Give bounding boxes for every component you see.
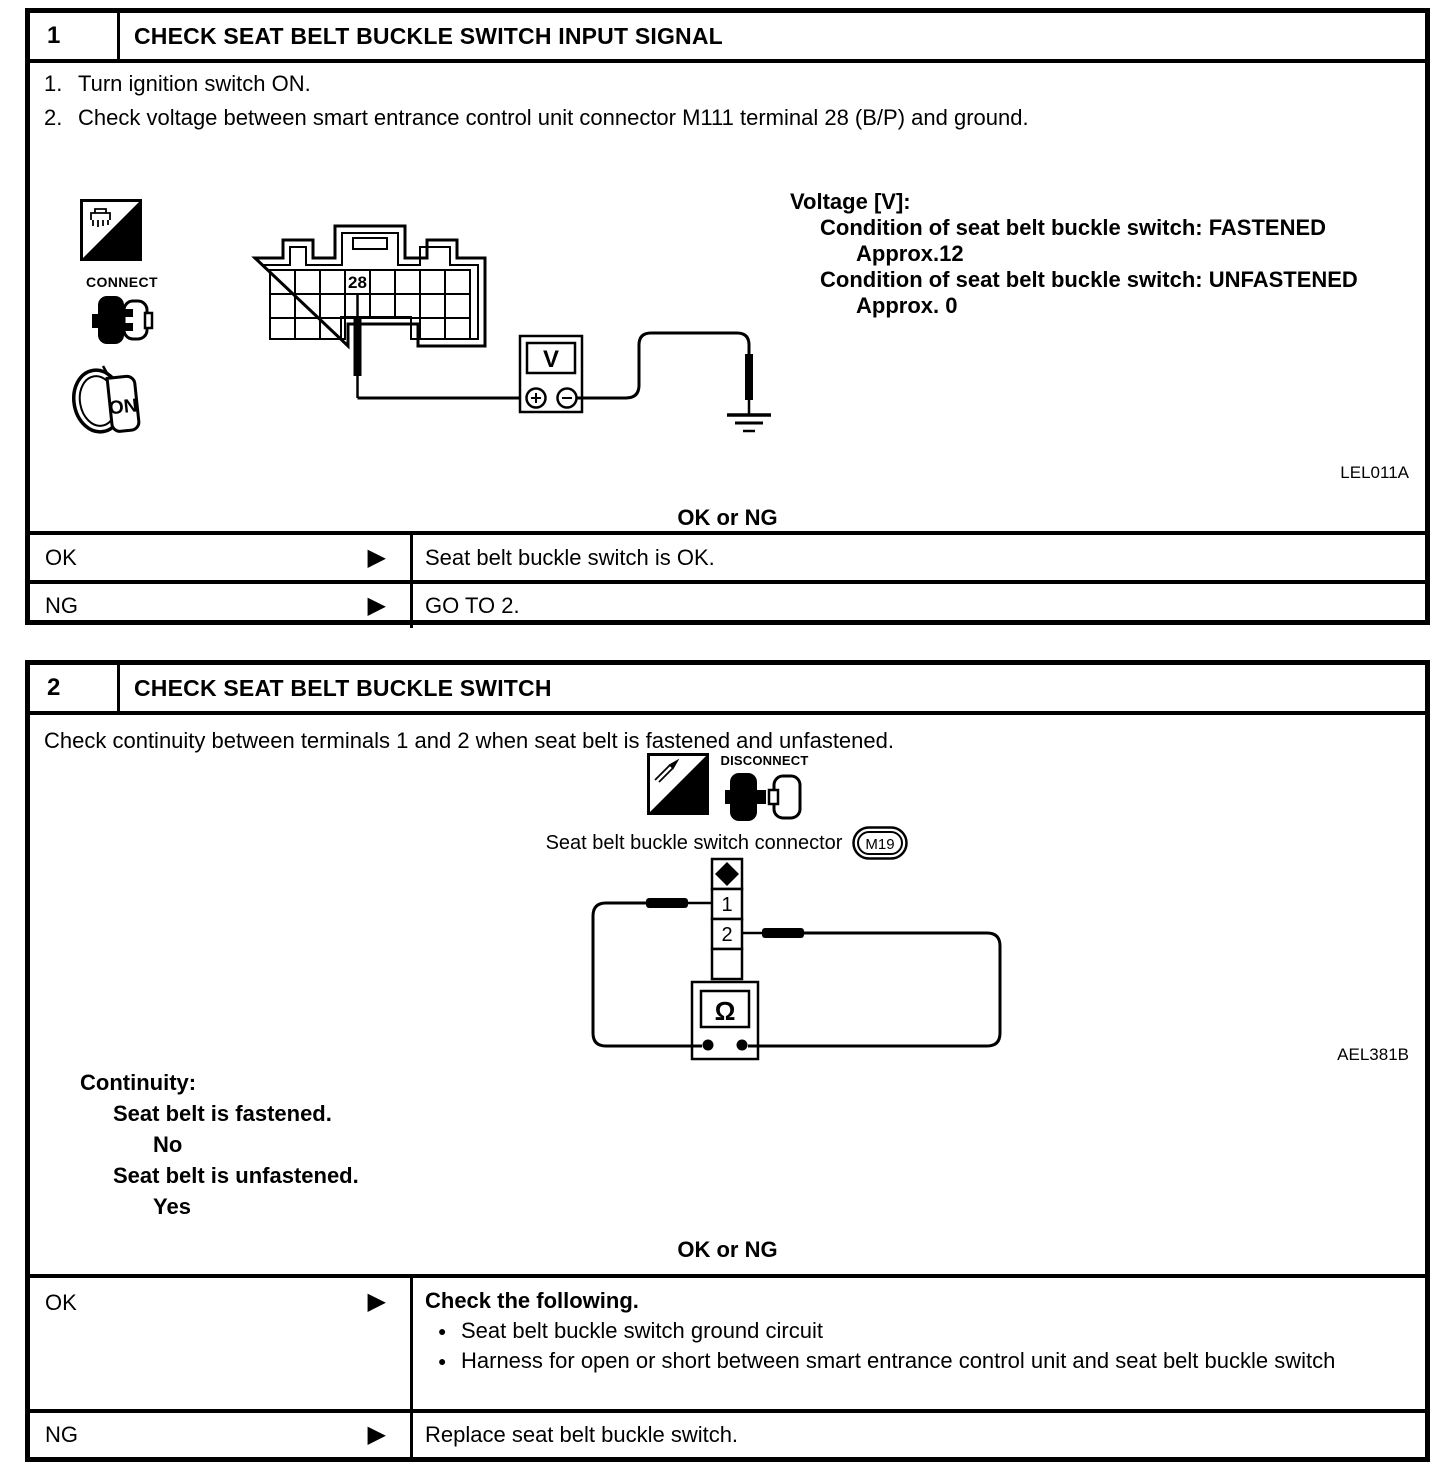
connect-icon xyxy=(76,274,168,348)
terminal-1-label: 1 xyxy=(721,894,733,916)
step2-title: CHECK SEAT BELT BUCKLE SWITCH xyxy=(134,674,552,701)
step1-body xyxy=(30,71,1425,531)
ground-probe xyxy=(745,354,753,400)
action-text: Replace seat belt buckle switch. xyxy=(425,1422,739,1447)
action-cell xyxy=(413,1278,1425,1409)
instruction-number: 1. xyxy=(44,71,63,96)
action-text: GO TO 2. xyxy=(425,593,520,618)
figure-code: LEL011A xyxy=(1340,463,1409,482)
step1-result-row-ng xyxy=(30,580,1425,628)
decision-label: OK or NG xyxy=(677,505,778,530)
action-heading: Check the following. xyxy=(425,1288,639,1313)
figure-code: AEL381B xyxy=(1337,1045,1409,1064)
step2-result-row-ok xyxy=(30,1274,1425,1409)
action-bullet-item: ● Seat belt buckle switch ground circuit xyxy=(425,1316,1415,1346)
continuity-heading: Continuity: xyxy=(80,1070,197,1095)
ohmmeter-label: Ω xyxy=(714,996,736,1026)
ignition-on-icon xyxy=(70,361,154,439)
action-text: Seat belt buckle switch is OK. xyxy=(425,544,715,570)
hs-icon-label: H.S. xyxy=(103,240,137,259)
voltage-spec-line: Condition of seat belt buckle switch: FASTENED xyxy=(820,215,1327,240)
connector-code-badge xyxy=(851,825,909,861)
left-probe xyxy=(646,898,688,908)
right-probe xyxy=(762,928,804,938)
verdict-label: OK xyxy=(45,1290,77,1315)
result-arrow-icon: ▶ xyxy=(367,543,386,571)
result-arrow-icon: ▶ xyxy=(367,592,386,619)
step2-icons-row xyxy=(30,753,1425,825)
verdict-cell xyxy=(30,1278,413,1409)
action-cell xyxy=(413,535,1425,580)
step2-box xyxy=(25,660,1430,1462)
step2-result-row-ng xyxy=(30,1409,1425,1457)
connector-caption-row xyxy=(30,825,1425,861)
instruction-number: 2. xyxy=(44,105,63,130)
continuity-condition: Seat belt is unfastened. xyxy=(113,1163,359,1188)
step2-instruction: Check continuity between terminals 1 and 2 when seat belt is fastened and unfastened. xyxy=(44,728,894,753)
voltage-spec-heading: Voltage [V]: xyxy=(790,189,911,214)
voltage-spec xyxy=(790,189,1358,319)
continuity-spec xyxy=(80,1067,359,1222)
step1-result-row-ok xyxy=(30,531,1425,580)
voltage-spec-line: Approx.12 xyxy=(856,241,964,266)
verdict-label: OK xyxy=(45,544,77,570)
verdict-cell xyxy=(30,535,413,580)
step1-box xyxy=(25,8,1430,625)
terminal-28-label: 28 xyxy=(348,273,367,292)
action-cell xyxy=(413,1413,1425,1457)
action-bullet-item: ● Harness for open or short between smart entrance control unit and seat belt buckle switch xyxy=(425,1346,1415,1376)
result-arrow-icon: ▶ xyxy=(367,1288,386,1315)
verdict-label: NG xyxy=(45,1422,78,1447)
step2-header xyxy=(30,665,1425,715)
step2-body xyxy=(30,715,1425,1274)
step1-title: CHECK SEAT BELT BUCKLE SWITCH INPUT SIGNAL xyxy=(134,22,723,49)
step2-circuit-diagram xyxy=(570,857,1015,1072)
verdict-cell xyxy=(30,1413,413,1457)
action-cell xyxy=(413,584,1425,628)
step1-instruction-1 xyxy=(44,71,1425,97)
continuity-condition: Seat belt is fastened. xyxy=(113,1101,332,1126)
voltmeter-label: V xyxy=(542,346,560,373)
connector-caption: Seat belt buckle switch connector xyxy=(545,831,843,854)
disconnect-icon xyxy=(721,753,809,825)
disconnect-icon-label: DISCONNECT xyxy=(720,753,809,768)
voltage-spec-line: Approx. 0 xyxy=(856,293,958,318)
result-arrow-icon: ▶ xyxy=(367,1421,386,1448)
verdict-label: NG xyxy=(45,593,78,618)
ts-icon-label: T.S. xyxy=(674,794,704,813)
continuity-result: No xyxy=(153,1132,183,1157)
instruction-text: Turn ignition switch ON. xyxy=(78,71,311,96)
step2-number: 2 xyxy=(30,665,120,711)
voltage-spec-line: Condition of seat belt buckle switch: UNFASTENED xyxy=(820,267,1358,292)
terminal-2-label: 2 xyxy=(721,924,733,946)
test-probe xyxy=(354,319,362,376)
ignition-on-label: ON xyxy=(107,395,139,420)
hs-tool-icon xyxy=(80,199,142,261)
step1-circuit-diagram xyxy=(230,186,800,446)
continuity-result: Yes xyxy=(153,1194,191,1219)
step1-header xyxy=(30,13,1425,63)
decision-label: OK or NG xyxy=(677,1237,778,1262)
ground-symbol xyxy=(727,415,771,431)
step1-instruction-2 xyxy=(44,105,1425,131)
voltmeter xyxy=(520,336,582,412)
connector-code-label: M19 xyxy=(865,836,895,853)
instruction-text: Check voltage between smart entrance control unit connector M111 terminal 28 (B/P) and ground. xyxy=(78,105,1029,130)
buckle-switch-connector xyxy=(712,859,742,979)
step1-number: 1 xyxy=(30,13,120,59)
connect-icon-label: CONNECT xyxy=(85,274,159,290)
verdict-cell xyxy=(30,584,413,628)
ts-tool-icon xyxy=(647,753,709,815)
